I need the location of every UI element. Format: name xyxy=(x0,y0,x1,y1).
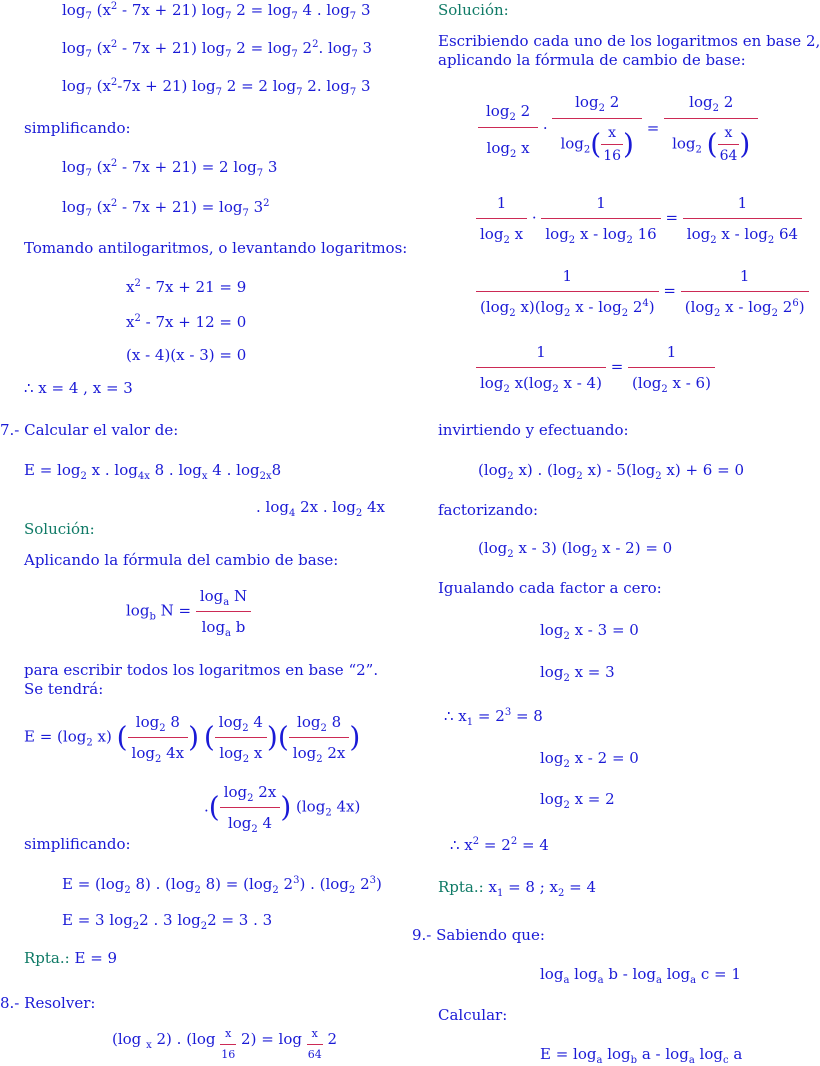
se-tendra-text: Se tendrá: xyxy=(24,680,104,698)
left-line-1: $\log_7 (x^2 - 7x + 21)$ $\log_7 2 = \log_7 4$ . $\log_7 3$ xyxy=(62,1,371,22)
base2-row-3: $\frac{1}{(\log_2 x)(\log_2 x - \log_2 2^4)}$ = $\frac{1}{(\log_2 x - \log_2 2^6)}$ xyxy=(476,266,809,317)
x1-result: ∴ $x_1 = 2^3 = 8$ xyxy=(444,707,543,728)
simplified-eq-1: $\log_7 (x^2 - 7x + 21) = 2$ $\log_7 3$ xyxy=(62,158,278,179)
factor-eq-2: $\log_2 x = 3$ xyxy=(540,663,615,684)
change-of-base-formula: $\log_b N$ = $\frac{\log_a N}{\log_a b}$ xyxy=(126,586,251,637)
base2-row-1: $\frac{\log_2 2}{\log_2 x}$ · $\log_2 2$ $\log_2$( $\frac{x}{16}$ ) = $\log_2 2$ $\log_2$ ( $\frac{x}{64}$ ) xyxy=(478,92,758,166)
problem-9-condition: $\log_a \log_a b - \log_a \log_a c = 1$ xyxy=(540,965,741,986)
fraction-log8-log2x: $\frac{\log_2 8}{\log_2 2x}$ xyxy=(289,712,350,763)
E-step-1: $E = (\log_2$ 8) . ($\log_2$ $8) = (\log_2$ $2^3$) . ($\log_2$ $2^3$) xyxy=(62,875,382,896)
factorizando-text: factorizando: xyxy=(438,501,539,519)
left-line-2: $\log_7 (x^2 - 7x + 21)$ $\log_7 2 = \log_7 2^2$. $\log_7 3$ xyxy=(62,39,373,60)
left-line-3: $\log_7 (x^2-7x + 21)$ $\log_7 2 = 2$ $\log_7 2$. $\log_7 3$ xyxy=(62,77,371,98)
problem-7-expression-cont: . $\log_4 2x$ . $\log_2 4x$ xyxy=(256,498,386,519)
aplicando-text: Aplicando la fórmula del cambio de base: xyxy=(24,551,339,569)
fraction-log4-logx: $\frac{\log_2 4}{\log_2 x}$ xyxy=(215,712,267,763)
escribiendo-text-1: Escribiendo cada uno de los logaritmos en base 2, xyxy=(438,32,820,50)
problem-9-expression: $E = \log_a \log_b a - \log_a \log_c a$ xyxy=(540,1045,743,1066)
factor-eq-4: $\log_2 x = 2$ xyxy=(540,790,615,811)
solucion-label-left: Solución: xyxy=(24,520,95,538)
quadratic-eq-1: $x^2 - 7x + 21 = 9$ xyxy=(126,278,247,296)
factor-eq-3: $\log_2 x - 2 = 0$ xyxy=(540,749,639,770)
inverted-equation: ($\log_2$ x) . ($\log_2$ $x) - 5(\log_2$ x) + 6 = 0 xyxy=(478,461,744,482)
escribiendo-text-2: aplicando la fórmula de cambio de base: xyxy=(438,51,746,69)
rpta-7: Rpta.: E = 9 xyxy=(24,949,118,967)
invirtiendo-text: invirtiendo y efectuando: xyxy=(438,421,629,439)
solucion-label-right: Solución: xyxy=(438,1,509,19)
problem-8-equation: (log $_x$ 2) . (log $\frac{x}{16}$ 2) = log $\frac{x}{64}$ 2 xyxy=(112,1024,337,1065)
simplificando-2: simplificando: xyxy=(24,835,131,853)
factor-eq-1: $\log_2 x - 3 = 0$ xyxy=(540,621,639,642)
calcular-text: Calcular: xyxy=(438,1006,508,1024)
x2-result: ∴ $x^2 = 2^2 = 4$ xyxy=(450,836,549,854)
quadratic-eq-3: (x - 4)(x - 3) = 0 xyxy=(126,346,247,364)
quadratic-eq-2: $x^2 - 7x + 12 = 0$ xyxy=(126,313,247,331)
fraction-log2x-log4: $\frac{\log_2 2x}{\log_2 4}$ xyxy=(220,782,281,833)
E-expanded-expression: $E = (\log_2$ x) ( $\frac{\log_2 8}{\log_2 4x}$ ) ( $\frac{\log_2 4}{\log_2 x}$ )( $\frac{\log_2 8}{\log_2 2x}$ ) xyxy=(24,713,361,765)
rpta-8: Rpta.: $x_1 = 8$ ; $x_2 = 4$ xyxy=(438,878,597,899)
simplificando-1: simplificando: xyxy=(24,119,131,137)
problem-9-title: 9.- Sabiendo que: xyxy=(412,926,545,944)
fraction-log8-log4x: $\frac{\log_2 8}{\log_2 4x}$ xyxy=(128,712,189,763)
tomando-text: Tomando antilogaritmos, o levantando logaritmos: xyxy=(24,239,408,257)
E-expanded-expression-cont: .( $\frac{\log_2 2x}{\log_2 4}$ ) ($\log_2$ 4x) xyxy=(204,783,361,835)
simplified-eq-2: $\log_7 (x^2 - 7x + 21) = \log_7 3^2$ xyxy=(62,198,270,219)
problem-7-expression: $E = \log_2 x$ . $\log_{4x} 8$ . $\log_x 4$ . $\log_{2x}8$ xyxy=(24,461,282,482)
E-step-2: E = 3 $\log_22$ . 3 $\log_22 = 3$ . 3 xyxy=(62,911,273,932)
igualando-text: Igualando cada factor a cero: xyxy=(438,579,662,597)
base2-row-2: $\frac{1}{\log_2 x}$ · $\frac{1}{\log_2 x - \log_2 16}$ = $\frac{1}{\log_2 x - \log_2 64}$ xyxy=(476,193,802,244)
base2-row-4: $\frac{1}{\log_2 x(\log_2 x - 4)}$ = $\frac{1}{(\log_2 x - 6)}$ xyxy=(476,342,715,393)
problem-7-title: 7.- Calcular el valor de: xyxy=(0,421,179,439)
factored-equation: ($\log_2$ x - 3) ($\log_2$ x - 2) = 0 xyxy=(478,539,673,560)
para-escribir-text: para escribir todos los logaritmos en base “2”. xyxy=(24,661,379,679)
change-of-base-fraction: $\frac{\log_a N}{\log_a b}$ xyxy=(196,586,251,637)
problem-8-title: 8.- Resolver: xyxy=(0,994,96,1012)
result-1: ∴ x = 4 , x = 3 xyxy=(24,379,133,397)
